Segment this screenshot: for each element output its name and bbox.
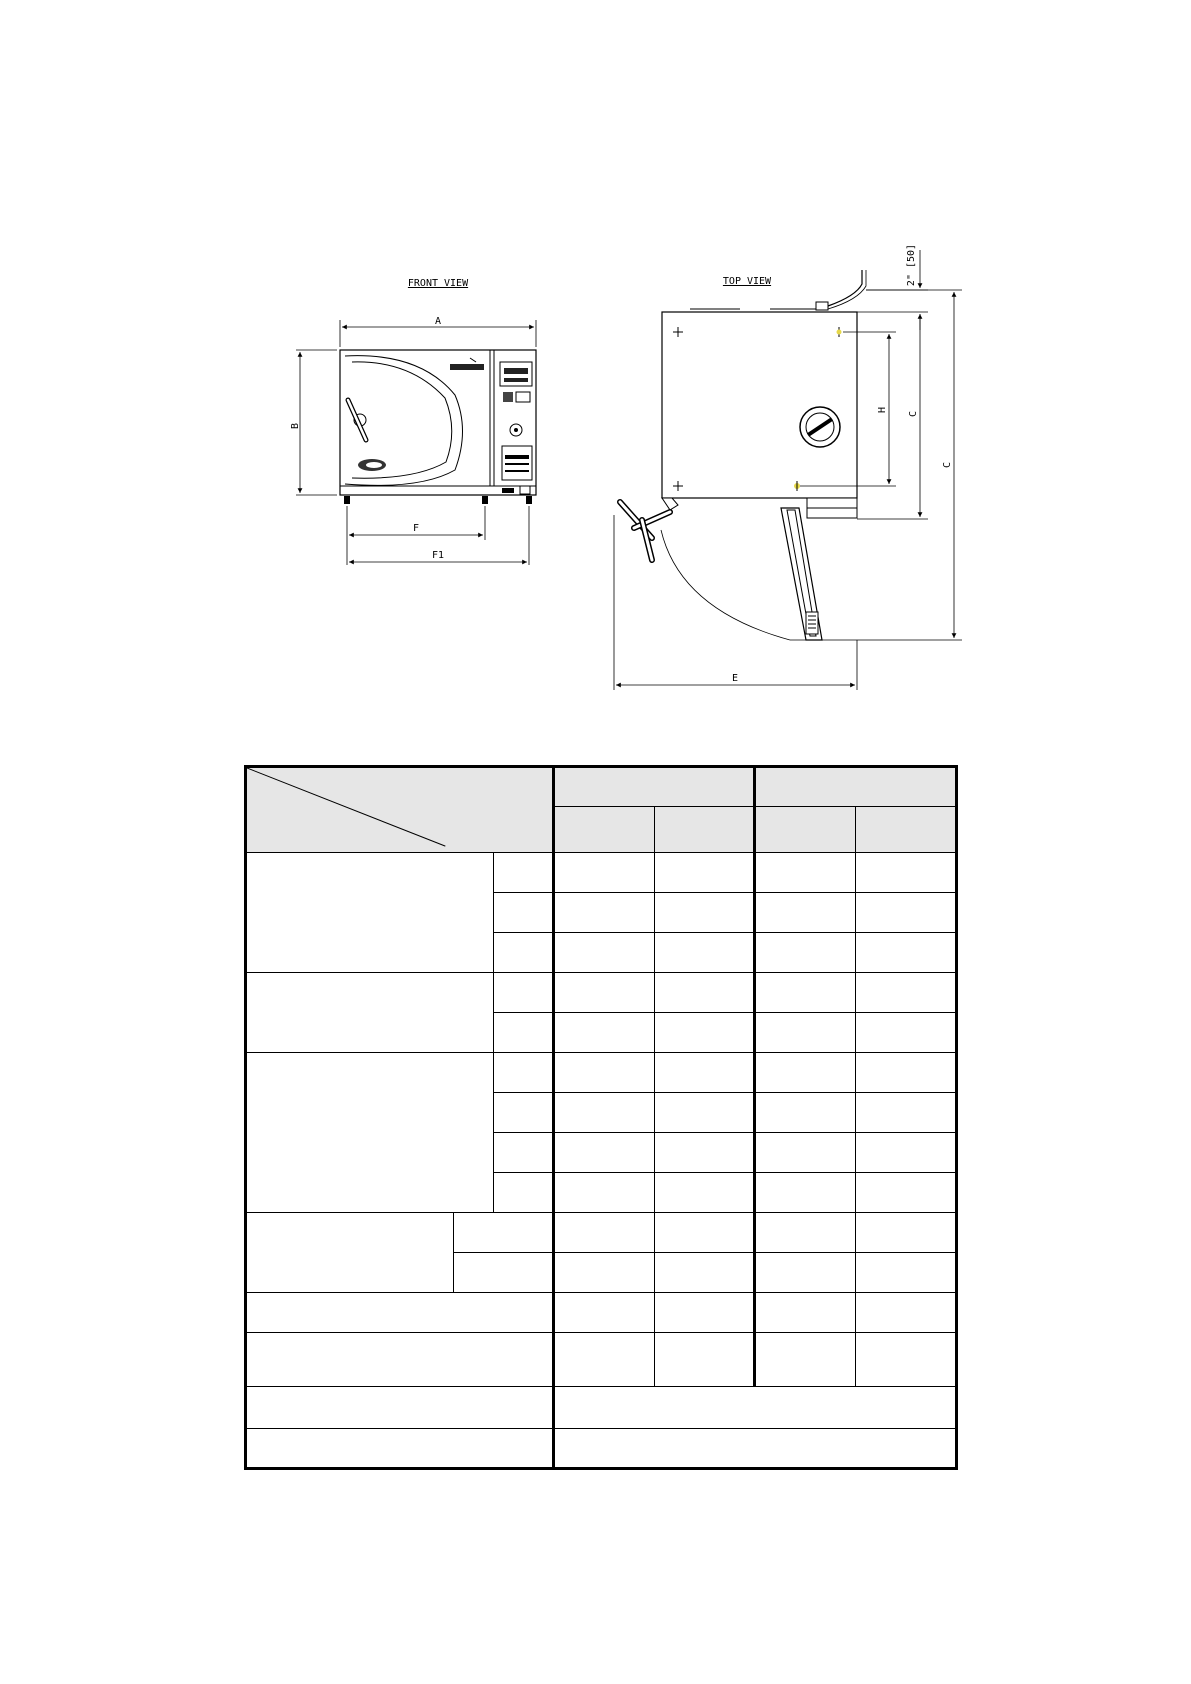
table-cell [554, 853, 654, 893]
specification-table [244, 765, 958, 1470]
subheader-cell [654, 807, 754, 853]
table-cell [754, 1333, 855, 1387]
table-cell [754, 1013, 855, 1053]
top-view [614, 244, 962, 690]
table-merged-cell [554, 1387, 957, 1429]
dim-label-e: E [731, 673, 739, 684]
unit-cell [454, 1253, 554, 1293]
table-merged-cell [554, 1429, 957, 1469]
table-cell [855, 1133, 956, 1173]
table-cell [855, 1173, 956, 1213]
power-cord-icon [816, 270, 866, 310]
table-cell [754, 1133, 855, 1173]
row-group-label [246, 973, 494, 1053]
table-cell [855, 1253, 956, 1293]
table-row [246, 853, 957, 893]
table-cell [554, 1093, 654, 1133]
table-cell [554, 1293, 654, 1333]
table-cell [855, 1093, 956, 1133]
table-cell [654, 1253, 754, 1293]
table-cell [754, 973, 855, 1013]
unit-cell [494, 933, 554, 973]
table-cell [855, 893, 956, 933]
table-row [246, 1429, 957, 1469]
table-cell [855, 973, 956, 1013]
table-cell [855, 853, 956, 893]
table-cell [654, 853, 754, 893]
table-row [246, 1387, 957, 1429]
table-cell [754, 1093, 855, 1133]
unit-cell [494, 973, 554, 1013]
door-swing-arc [661, 530, 790, 640]
unit-cell [494, 853, 554, 893]
table-cell [554, 1013, 654, 1053]
table-row [246, 973, 957, 1013]
table-cell [554, 1173, 654, 1213]
table-header-row [246, 767, 957, 807]
badge-icon [358, 459, 386, 471]
row-label [246, 1387, 554, 1429]
table-cell [654, 1013, 754, 1053]
table-row [246, 1293, 957, 1333]
table-cell [754, 853, 855, 893]
row-group-label [246, 1213, 454, 1293]
row-label [246, 1429, 554, 1469]
subheader-cell [754, 807, 855, 853]
gauge-icon [800, 407, 840, 447]
feet [344, 496, 532, 504]
dim-label-c1: C [908, 410, 919, 418]
row-group-label [246, 1053, 494, 1213]
table-cell [855, 1213, 956, 1253]
table-cell [654, 893, 754, 933]
table-cell [554, 1133, 654, 1173]
table-cell [754, 933, 855, 973]
row-label [246, 1333, 554, 1387]
dim-label-c2: C [942, 461, 953, 469]
table-cell [654, 933, 754, 973]
table-cell [754, 1053, 855, 1093]
row-group-label [246, 853, 494, 973]
unit-cell [494, 1133, 554, 1173]
table-cell [554, 933, 654, 973]
unit-cell [494, 1053, 554, 1093]
table-cell [554, 893, 654, 933]
table-cell [654, 1133, 754, 1173]
row-label [246, 1293, 554, 1333]
technical-drawing [0, 0, 1191, 720]
model-header-2 [754, 767, 956, 807]
table-cell [754, 893, 855, 933]
table-cell [654, 1053, 754, 1093]
top-view-title: TOP VIEW [722, 276, 772, 287]
table-cell [654, 1173, 754, 1213]
dim-label-f: F [412, 523, 420, 534]
top-view-body [662, 312, 857, 498]
unit-cell [454, 1213, 554, 1253]
table-cell [654, 1093, 754, 1133]
table-cell [754, 1173, 855, 1213]
table-cell [855, 933, 956, 973]
table-cell [654, 1293, 754, 1333]
table-row [246, 1053, 957, 1093]
subheader-cell [554, 807, 654, 853]
unit-cell [494, 893, 554, 933]
table-cell [855, 1293, 956, 1333]
table-cell [654, 973, 754, 1013]
unit-cell [494, 1173, 554, 1213]
dim-label-a: A [434, 316, 442, 327]
model-header-1 [554, 767, 754, 807]
power-switch-icon [520, 486, 530, 494]
front-view-title: FRONT VIEW [407, 278, 469, 289]
table-cell [855, 1333, 956, 1387]
table-cell [754, 1213, 855, 1253]
table-cell [554, 1253, 654, 1293]
dim-label-b: B [290, 422, 301, 430]
table-cell [855, 1013, 956, 1053]
table-corner-cell [246, 767, 554, 853]
table-cell [654, 1213, 754, 1253]
table-cell [554, 1213, 654, 1253]
subheader-cell [855, 807, 956, 853]
table-cell [554, 1053, 654, 1093]
unit-cell [494, 1093, 554, 1133]
open-door [620, 498, 857, 640]
table-row [246, 1213, 957, 1253]
table-cell [855, 1053, 956, 1093]
dim-label-clearance: 2" [50] [906, 243, 917, 287]
table-cell [754, 1293, 855, 1333]
unit-cell [494, 1013, 554, 1053]
dim-label-f1: F1 [431, 550, 445, 561]
table-cell [554, 973, 654, 1013]
table-cell [654, 1333, 754, 1387]
front-view [290, 278, 536, 565]
table-cell [554, 1333, 654, 1387]
table-row [246, 1333, 957, 1387]
table-cell [754, 1253, 855, 1293]
dim-label-h: H [877, 406, 888, 414]
